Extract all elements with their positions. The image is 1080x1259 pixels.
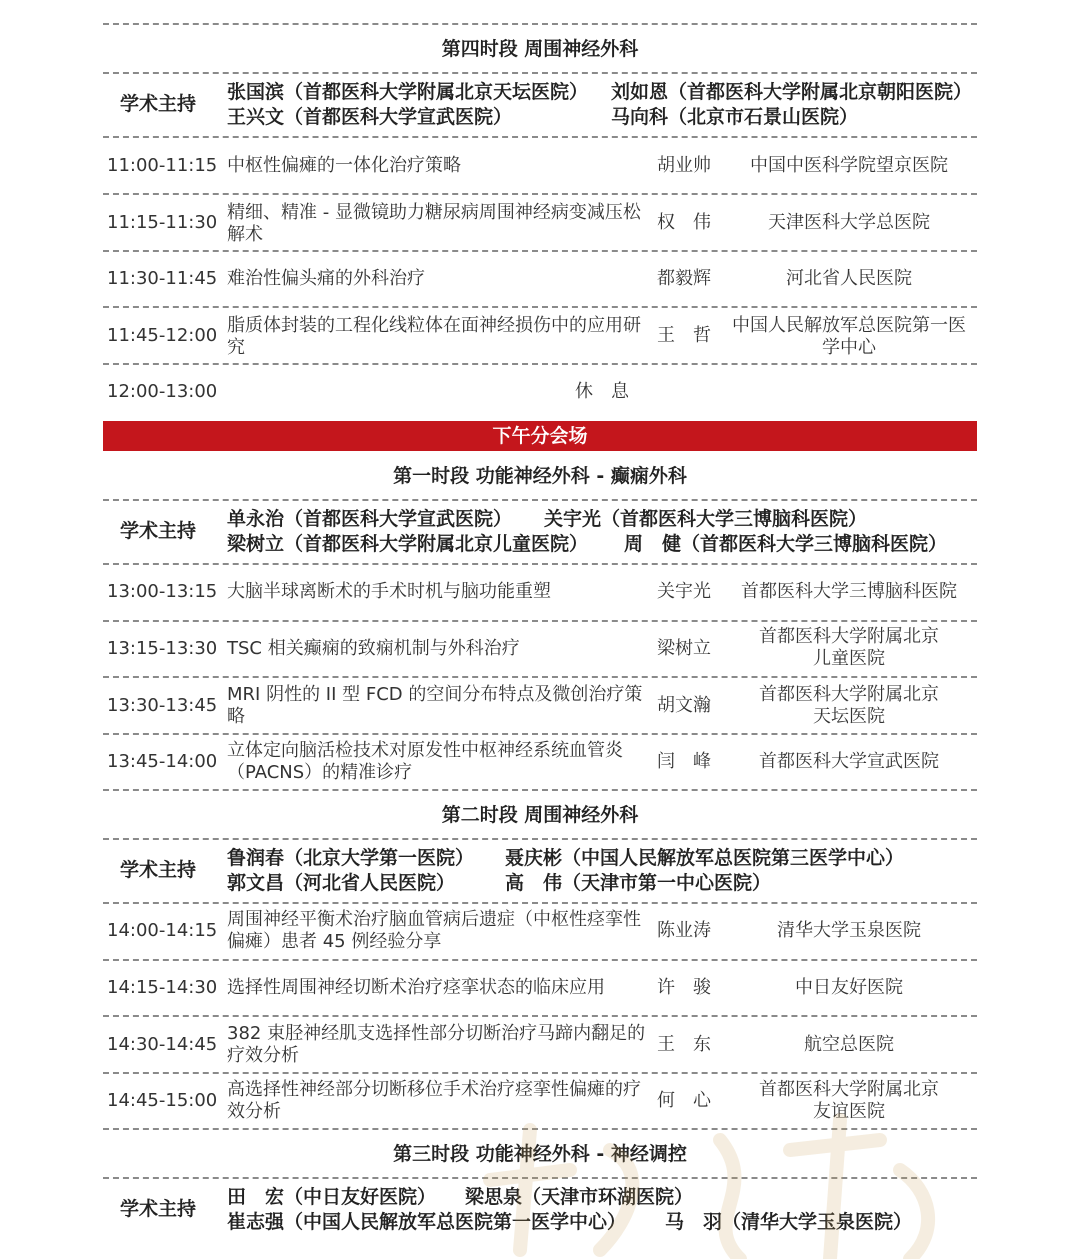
divider — [103, 676, 977, 678]
divider — [103, 789, 977, 791]
institution: 中国中医科学院望京医院 — [750, 155, 948, 176]
session-title: 第一时段 功能神经外科 - 癫痫外科 — [393, 465, 687, 487]
talk-topic: MRI 阴性的 II 型 FCD 的空间分布特点及微创治疗策略 — [227, 684, 643, 727]
speaker-name: 许 骏 — [657, 977, 711, 998]
institution: 首都医科大学附属北京天坛医院 — [759, 684, 939, 727]
divider — [103, 193, 977, 195]
host-name: 田 宏（中日友好医院） — [227, 1186, 437, 1208]
session-title: 第二时段 周围神经外科 — [441, 804, 639, 826]
speaker-name: 王 哲 — [657, 325, 711, 346]
talk-topic: 脂质体封装的工程化线粒体在面神经损伤中的应用研究 — [227, 315, 641, 358]
talk-topic: 中枢性偏瘫的一体化治疗策略 — [227, 155, 461, 176]
speaker-name: 梁树立 — [657, 638, 711, 659]
time-slot: 14:30-14:45 — [107, 1034, 218, 1055]
host-name: 关宇光（首都医科大学三博脑科医院） — [544, 508, 868, 530]
time-slot: 13:15-13:30 — [107, 638, 218, 659]
divider — [103, 1128, 977, 1130]
rest-time: 12:00-13:00 — [107, 381, 218, 402]
divider — [103, 250, 977, 252]
institution: 航空总医院 — [804, 1034, 894, 1055]
talk-topic: 精细、精准 - 显微镜助力糖尿病周围神经病变减压松解术 — [227, 202, 641, 245]
host-name: 周 健（首都医科大学三博脑科医院） — [624, 533, 948, 555]
institution: 清华大学玉泉医院 — [777, 920, 921, 941]
afternoon-banner: 下午分会场 — [103, 421, 977, 451]
divider — [103, 23, 977, 25]
time-slot: 13:00-13:15 — [107, 581, 218, 602]
institution: 天津医科大学总医院 — [768, 212, 930, 233]
institution: 中国人民解放军总医院第一医学中心 — [732, 315, 966, 358]
talk-topic: 立体定向脑活检技术对原发性中枢神经系统血管炎（PACNS）的精准诊疗 — [227, 740, 623, 783]
divider — [103, 902, 977, 904]
speaker-name: 王 东 — [657, 1034, 711, 1055]
host-name: 聂庆彬（中国人民解放军总医院第三医学中心） — [505, 847, 905, 869]
host-name: 单永治（首都医科大学宣武医院） — [227, 508, 513, 530]
time-slot: 14:45-15:00 — [107, 1090, 218, 1111]
institution: 中日友好医院 — [795, 977, 903, 998]
host-name: 张国滨（首都医科大学附属北京天坛医院） — [227, 81, 589, 103]
time-slot: 13:30-13:45 — [107, 695, 218, 716]
talk-topic: TSC 相关癫痫的致痫机制与外科治疗 — [227, 638, 520, 659]
host-name: 郭文昌（河北省人民医院） — [227, 872, 456, 894]
host-name: 马 羽（清华大学玉泉医院） — [665, 1211, 913, 1233]
divider — [103, 136, 977, 138]
time-slot: 11:15-11:30 — [107, 212, 218, 233]
host-label: 学术主持 — [120, 859, 197, 881]
divider — [103, 72, 977, 74]
talk-topic: 选择性周围神经切断术治疗痉挛状态的临床应用 — [227, 977, 605, 998]
speaker-name: 胡文瀚 — [657, 695, 711, 716]
institution: 首都医科大学附属北京友谊医院 — [759, 1079, 939, 1122]
speaker-name: 何 心 — [657, 1090, 711, 1111]
divider — [103, 1072, 977, 1074]
host-name: 刘如恩（首都医科大学附属北京朝阳医院） — [611, 81, 973, 103]
divider — [103, 499, 977, 501]
divider — [103, 1015, 977, 1017]
speaker-name: 胡业帅 — [657, 155, 711, 176]
host-name: 梁思泉（天津市环湖医院） — [465, 1186, 694, 1208]
host-label: 学术主持 — [120, 520, 197, 542]
speaker-name: 闫 峰 — [657, 751, 711, 772]
time-slot: 14:15-14:30 — [107, 977, 218, 998]
talk-topic: 高选择性神经部分切断移位手术治疗痉挛性偏瘫的疗效分析 — [227, 1079, 641, 1122]
session-title: 第三时段 功能神经外科 - 神经调控 — [393, 1143, 687, 1165]
divider — [103, 363, 977, 365]
rest-label: 休 息 — [575, 381, 629, 402]
institution: 首都医科大学附属北京儿童医院 — [759, 626, 939, 669]
speaker-name: 都毅辉 — [657, 268, 711, 289]
divider — [103, 306, 977, 308]
institution: 首都医科大学宣武医院 — [759, 751, 939, 772]
divider — [103, 733, 977, 735]
time-slot: 11:30-11:45 — [107, 268, 218, 289]
institution: 河北省人民医院 — [786, 268, 912, 289]
talk-topic: 大脑半球离断术的手术时机与脑功能重塑 — [227, 581, 551, 602]
host-name: 鲁润春（北京大学第一医院） — [227, 847, 475, 869]
host-name: 高 伟（天津市第一中心医院） — [505, 872, 772, 894]
time-slot: 13:45-14:00 — [107, 751, 218, 772]
time-slot: 11:00-11:15 — [107, 155, 218, 176]
divider — [103, 563, 977, 565]
talk-topic: 382 束胫神经肌支选择性部分切断治疗马蹄内翻足的疗效分析 — [227, 1023, 646, 1066]
talk-topic: 周围神经平衡术治疗脑血管病后遗症（中枢性痉挛性偏瘫）患者 45 例经验分享 — [227, 909, 641, 952]
divider — [103, 959, 977, 961]
speaker-name: 权 伟 — [657, 212, 711, 233]
divider — [103, 620, 977, 622]
divider — [103, 838, 977, 840]
host-name: 崔志强（中国人民解放军总医院第一医学中心） — [227, 1211, 627, 1233]
institution: 首都医科大学三博脑科医院 — [741, 581, 957, 602]
session-title: 第四时段 周围神经外科 — [441, 38, 639, 60]
time-slot: 14:00-14:15 — [107, 920, 218, 941]
speaker-name: 陈业涛 — [657, 920, 711, 941]
speaker-name: 关宇光 — [657, 581, 711, 602]
talk-topic: 难治性偏头痛的外科治疗 — [227, 268, 425, 289]
host-name: 梁树立（首都医科大学附属北京儿童医院） — [227, 533, 589, 555]
time-slot: 11:45-12:00 — [107, 325, 218, 346]
host-name: 马向科（北京市石景山医院） — [611, 106, 859, 128]
host-name: 王兴文（首都医科大学宣武医院） — [227, 106, 513, 128]
host-label: 学术主持 — [120, 93, 197, 115]
host-label: 学术主持 — [120, 1198, 197, 1220]
divider — [103, 1177, 977, 1179]
